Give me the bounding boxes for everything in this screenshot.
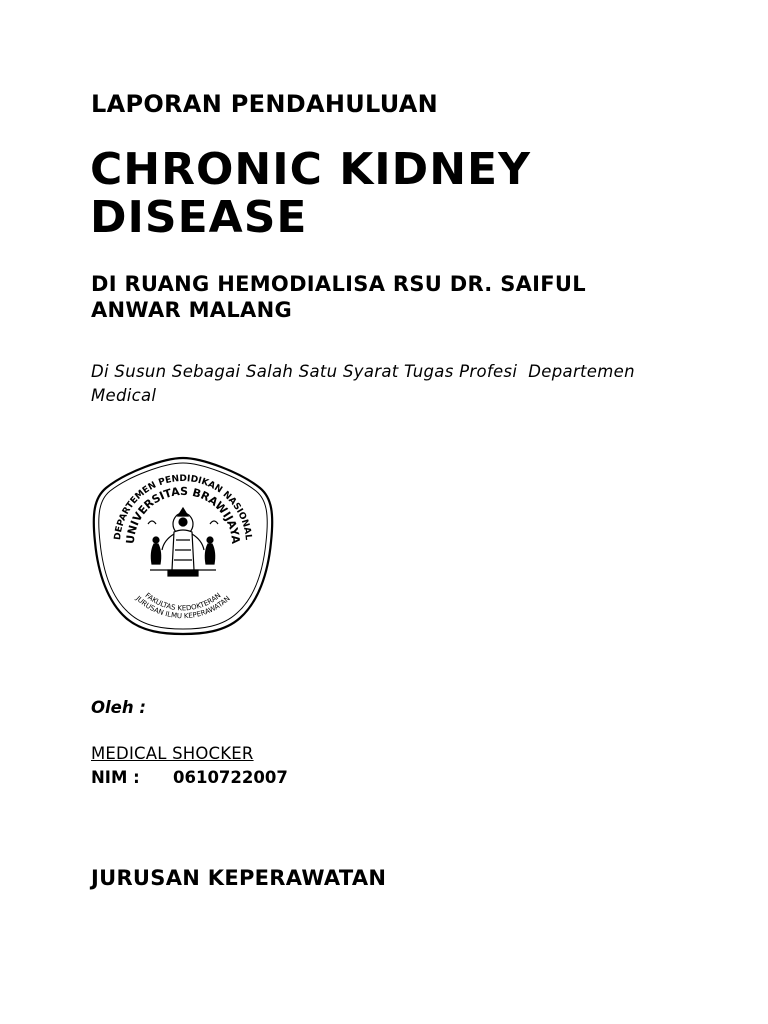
document-title bbox=[90, 146, 710, 242]
title-line-2: DISEASE bbox=[90, 192, 308, 243]
nim-value: 0610722007 bbox=[173, 768, 288, 787]
seal-inner-text: UNIVERSITAS BRAWIJAYA bbox=[123, 484, 243, 545]
purpose-line-2: Medical bbox=[91, 386, 157, 405]
seal-bottom-text-1: FAKULTAS KEDOKTERAN bbox=[143, 591, 223, 613]
nim-row bbox=[91, 768, 288, 787]
purpose-line-1: Di Susun Sebagai Salah Satu Syarat Tugas Profesi Departemen bbox=[91, 362, 635, 381]
nim-label: NIM : bbox=[91, 768, 140, 787]
title-line-1: CHRONIC KIDNEY bbox=[90, 144, 531, 195]
seal-bottom-text-2: JURUSAN ILMU KEPERAWATAN bbox=[134, 594, 232, 621]
location-line-1: DI RUANG HEMODIALISA RSU DR. SAIFUL bbox=[91, 272, 586, 296]
university-seal-icon bbox=[90, 452, 276, 638]
purpose-statement bbox=[91, 360, 691, 408]
report-type-heading: LAPORAN PENDAHULUAN bbox=[91, 90, 439, 118]
location-line-2: ANWAR MALANG bbox=[91, 298, 292, 322]
by-label: Oleh : bbox=[91, 698, 146, 717]
author-name: MEDICAL SHOCKER bbox=[91, 744, 254, 763]
department-name: JURUSAN KEPERAWATAN bbox=[91, 866, 387, 890]
location-subtitle bbox=[91, 271, 691, 323]
university-logo bbox=[90, 452, 276, 638]
seal-outer-text: DEPARTEMEN PENDIDIKAN NASIONAL bbox=[113, 473, 253, 541]
